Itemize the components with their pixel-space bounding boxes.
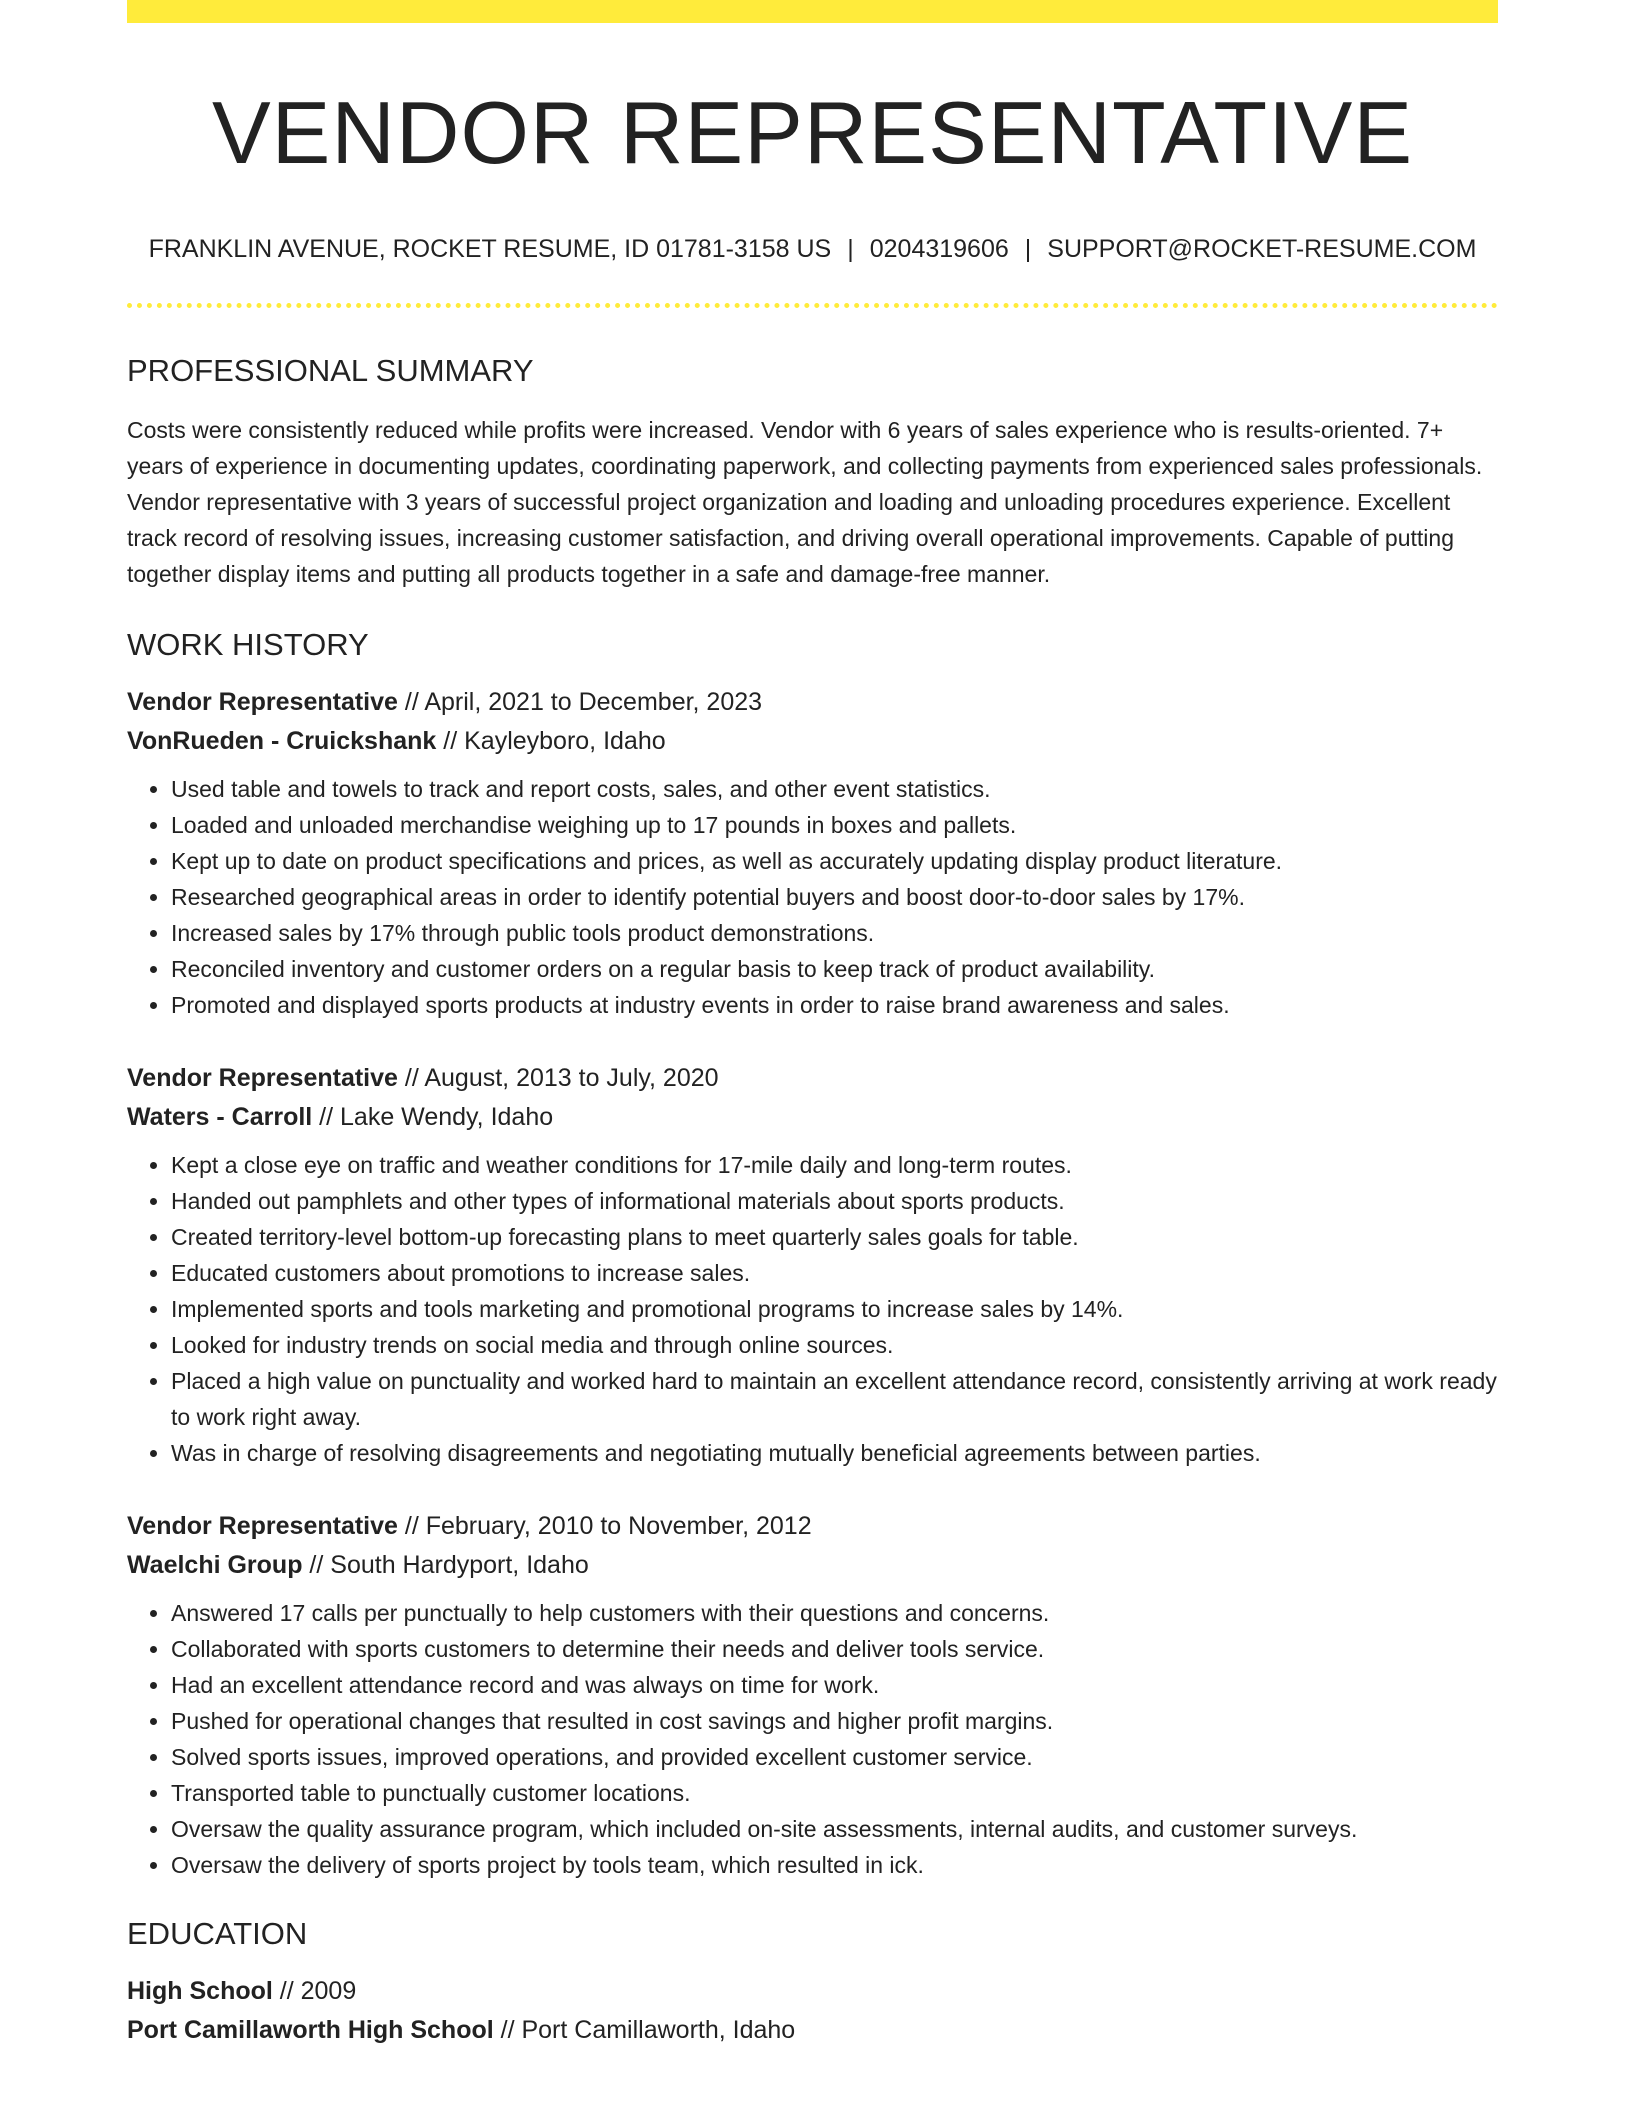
job-company-line [127, 1546, 1498, 1585]
job-bullet: • Oversaw the delivery of sports project by tools team, which resulted in ick. [171, 1847, 1498, 1883]
job-bullet: • Placed a high value on punctuality and worked hard to maintain an excellent attendance record, consistently arriving at work ready to work right away. [171, 1363, 1498, 1435]
job-role: Vendor Representative [127, 1063, 398, 1092]
education-heading: EDUCATION [127, 1915, 308, 1951]
job-bullet: • Researched geographical areas in order to identify potential buyers and boost door-to-door sales by 17%. [171, 879, 1498, 915]
job-role-line [127, 683, 1498, 722]
job-dates: // April, 2021 to December, 2023 [397, 687, 763, 716]
job-bullet: • Educated customers about promotions to increase sales. [171, 1255, 1498, 1291]
job-role: Vendor Representative [127, 687, 398, 716]
job-company-line [127, 1098, 1498, 1137]
contact-line [127, 234, 1498, 264]
job-bullet: • Collaborated with sports customers to determine their needs and deliver tools service. [171, 1631, 1498, 1667]
job-bullet: • Reconciled inventory and customer orders on a regular basis to keep track of product availability. [171, 951, 1498, 987]
job-bullet: • Answered 17 calls per punctually to help customers with their questions and concerns. [171, 1595, 1498, 1631]
job-company: Waters - Carroll [127, 1102, 313, 1131]
job-bullets [127, 771, 1498, 1023]
job-bullet: • Handed out pamphlets and other types of informational materials about sports products. [171, 1183, 1498, 1219]
resume-content [127, 0, 1498, 2050]
job-bullet: • Kept up to date on product specifications and prices, as well as accurately updating display product literature. [171, 843, 1498, 879]
contact-address: FRANKLIN AVENUE, ROCKET RESUME, ID 01781-3158 US [148, 234, 832, 263]
job-company: Waelchi Group [127, 1550, 303, 1579]
education-school: Port Camillaworth High School [127, 2016, 494, 2045]
job-location: // South Hardyport, Idaho [302, 1550, 589, 1579]
candidate-title: VENDOR REPRESENTATIVE [211, 83, 1414, 182]
job-bullet: • Solved sports issues, improved operations, and provided excellent customer service. [171, 1739, 1498, 1775]
education-year: // 2009 [272, 1977, 357, 2006]
job-entry [127, 1059, 1498, 1471]
job-dates: // August, 2013 to July, 2020 [397, 1063, 719, 1092]
job-bullet: • Looked for industry trends on social media and through online sources. [171, 1327, 1498, 1363]
job-company-line [127, 722, 1498, 761]
summary-heading: PROFESSIONAL SUMMARY [127, 352, 534, 388]
job-role-line [127, 1059, 1498, 1098]
job-bullet: • Loaded and unloaded merchandise weighing up to 17 pounds in boxes and pallets. [171, 807, 1498, 843]
contact-email: SUPPORT@ROCKET-RESUME.COM [1047, 234, 1477, 263]
job-entry [127, 683, 1498, 1023]
job-bullet: • Pushed for operational changes that resulted in cost savings and higher profit margins. [171, 1703, 1498, 1739]
job-bullet: • Promoted and displayed sports products at industry events in order to raise brand awareness and sales. [171, 987, 1498, 1023]
job-role: Vendor Representative [127, 1511, 398, 1540]
job-bullet: • Used table and towels to track and report costs, sales, and other event statistics. [171, 771, 1498, 807]
job-location: // Kayleyboro, Idaho [436, 726, 666, 755]
dotted-divider [127, 303, 1498, 308]
job-bullets [127, 1595, 1498, 1883]
contact-separator: | [1024, 234, 1032, 263]
job-bullet: • Implemented sports and tools marketing and promotional programs to increase sales by 14%. [171, 1291, 1498, 1327]
education-degree-line [127, 1972, 1498, 2011]
work-history-heading: WORK HISTORY [127, 626, 369, 662]
education-degree: High School [127, 1977, 273, 2006]
job-bullet: • Had an excellent attendance record and was always on time for work. [171, 1667, 1498, 1703]
job-location: // Lake Wendy, Idaho [312, 1102, 554, 1131]
education-entry [127, 1972, 1498, 2050]
job-bullet: • Created territory-level bottom-up forecasting plans to meet quarterly sales goals for table. [171, 1219, 1498, 1255]
contact-separator: | [847, 234, 854, 263]
job-bullets [127, 1147, 1498, 1471]
job-entry [127, 1507, 1498, 1883]
education-school-line [127, 2011, 1498, 2050]
job-role-line [127, 1507, 1498, 1546]
education-location: // Port Camillaworth, Idaho [493, 2016, 796, 2045]
job-bullet: • Was in charge of resolving disagreements and negotiating mutually beneficial agreements between parties. [171, 1435, 1498, 1471]
job-bullet: • Oversaw the quality assurance program, which included on-site assessments, internal audits, and customer surveys. [171, 1811, 1498, 1847]
summary-text: Costs were consistently reduced while profits were increased. Vendor with 6 years of sales experience who is results-oriented. 7+ years of experience in documenting updates, coordinating paperwork, and collecting payments from experienced sales professionals. Vendor representative with 3 years of successful project organization and loading and unloading procedures experience. Excellent track record of resolving issues, increasing customer satisfaction, and driving overall operational improvements. Capable of putting together display items and putting all products together in a safe and damage-free manner. [127, 416, 1483, 587]
job-dates: // February, 2010 to November, 2012 [397, 1511, 812, 1540]
job-bullet: • Transported table to punctually customer locations. [171, 1775, 1498, 1811]
job-bullet: • Increased sales by 17% through public tools product demonstrations. [171, 915, 1498, 951]
contact-phone: 0204319606 [869, 234, 1009, 263]
job-company: VonRueden - Cruickshank [127, 726, 437, 755]
job-bullet: • Kept a close eye on traffic and weather conditions for 17-mile daily and long-term routes. [171, 1147, 1498, 1183]
